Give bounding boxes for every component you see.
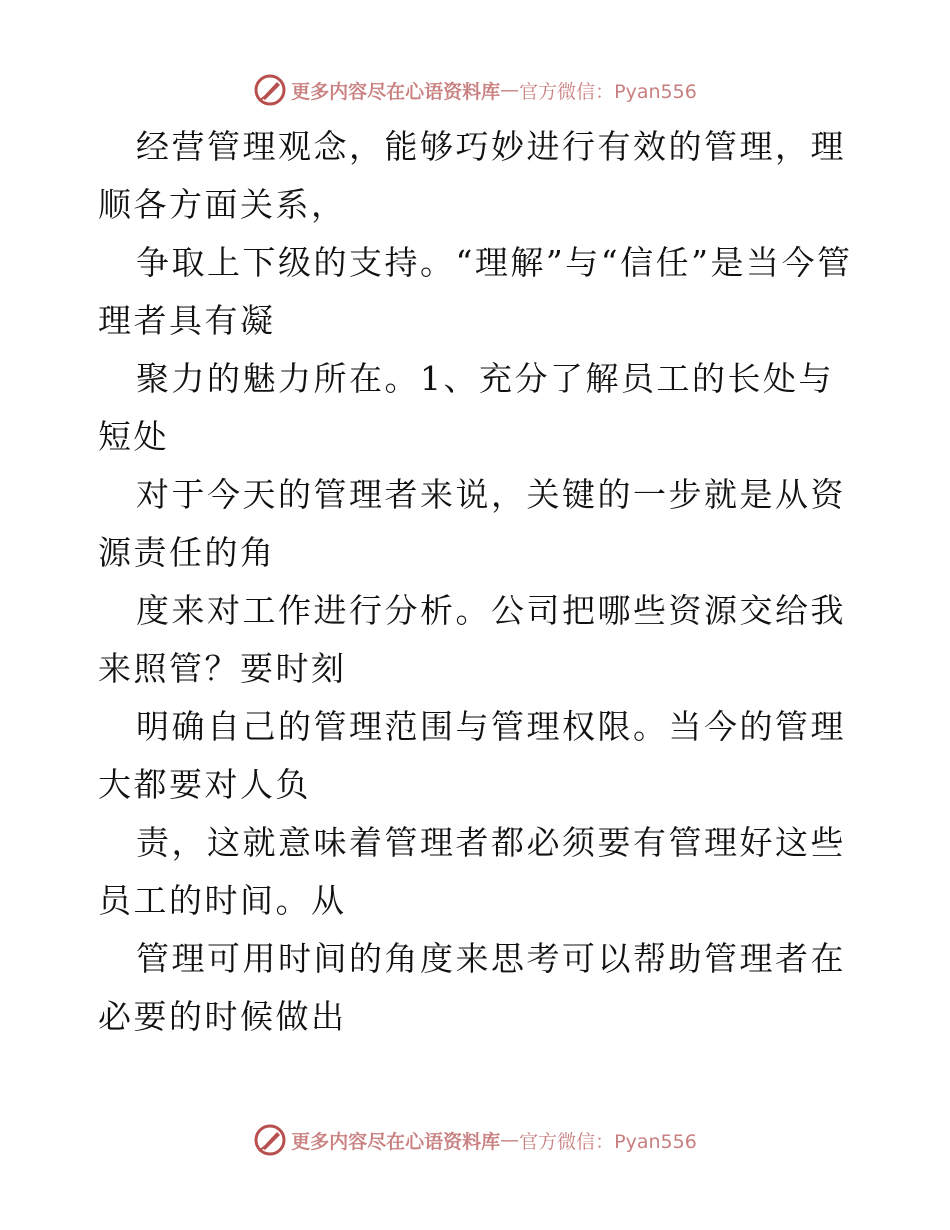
quill-logo-icon [253, 1123, 287, 1157]
quill-logo-icon [253, 73, 287, 107]
paragraph-5: 度来对工作进行分析。公司把哪些资源交给我来照管？要时刻 [98, 591, 846, 688]
paragraph-8: 管理可用时间的角度来思考可以帮助管理者在必要的时候做出 [98, 939, 846, 1036]
watermark-suffix: 官方微信：Pyan556 [519, 1130, 697, 1153]
watermark-suffix: 官方微信：Pyan556 [519, 80, 697, 103]
paragraph-2: 争取上下级的支持。“理解”与“信任”是当今管理者具有凝 [98, 243, 853, 340]
watermark-title: 更多内容尽在心语资料库 [291, 1130, 501, 1153]
paragraph-1: 经营管理观念，能够巧妙进行有效的管理，理顺各方面关系， [98, 127, 846, 224]
watermark-dash: — [500, 1129, 520, 1151]
paragraph-6: 明确自己的管理范围与管理权限。当今的管理大都要对人负 [98, 707, 846, 804]
footer-watermark [0, 1120, 950, 1160]
document-body [98, 118, 858, 1046]
paragraph-4: 对于今天的管理者来说，关键的一步就是从资源责任的角 [98, 475, 846, 572]
header-watermark [0, 70, 950, 110]
paragraph-7: 责，这就意味着管理者都必须要有管理好这些员工的时间。从 [98, 823, 846, 920]
watermark-dash: — [500, 79, 520, 101]
paragraph-3: 聚力的魅力所在。1、充分了解员工的长处与短处 [98, 359, 834, 456]
watermark-title: 更多内容尽在心语资料库 [291, 80, 501, 103]
